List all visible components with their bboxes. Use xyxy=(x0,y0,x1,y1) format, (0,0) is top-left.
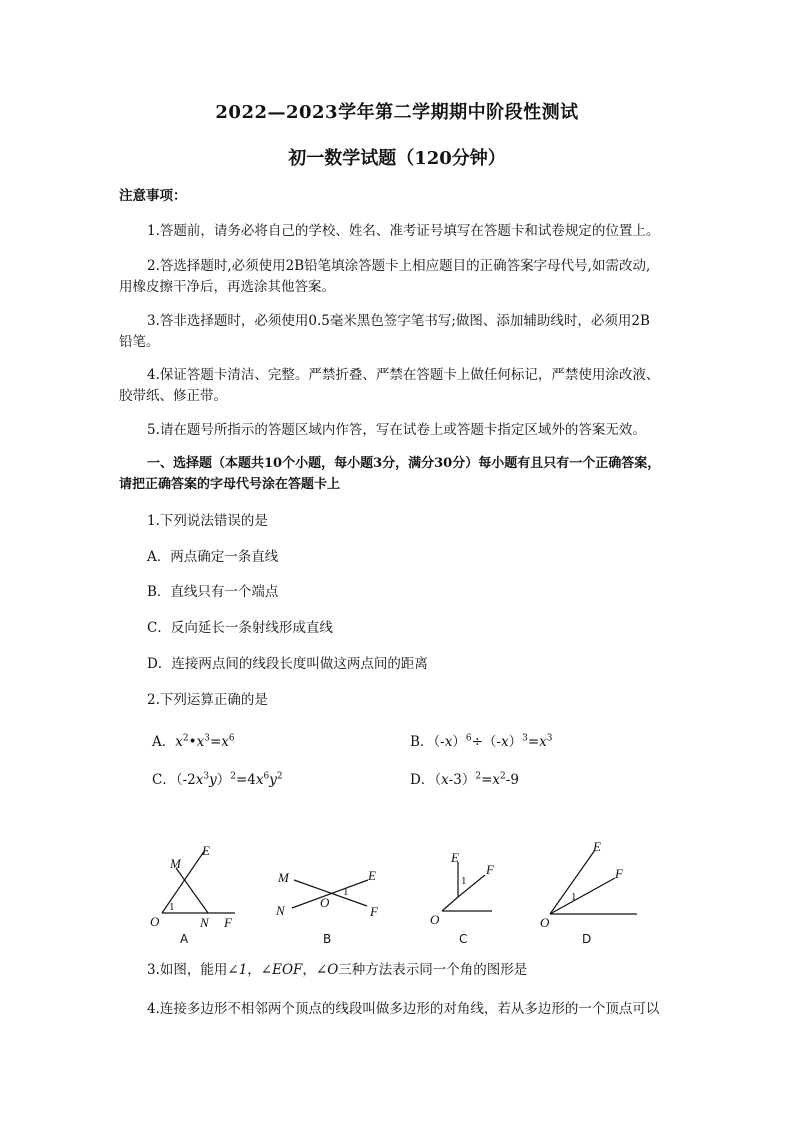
fig-b-angle-1: 1 xyxy=(343,886,349,898)
q1-stem: 1.下列说法错误的是 xyxy=(147,513,268,529)
section-heading: 一、选择题（本题共10个小题，每小题3分，满分30分）每小题有且只有一个正确答案， xyxy=(147,456,661,471)
fig-c-point-o: O xyxy=(430,912,440,927)
fig-d-point-e: E xyxy=(593,839,601,854)
figure-b xyxy=(270,860,390,930)
fig-d-point-o: O xyxy=(540,915,550,930)
q1-option-d: D．连接两点间的线段长度叫做这两点间的距离 xyxy=(147,656,428,672)
figure-a xyxy=(140,838,250,948)
note-3: 3.答非选择题时，必须使用0.5毫米黑色签字笔书写;做图、添加辅助线时，必须用2B xyxy=(147,313,650,329)
fig-d-angle-1: 1 xyxy=(571,891,577,903)
notes-heading: 注意事项： xyxy=(119,188,187,204)
fig-a-point-o: O xyxy=(150,914,160,929)
q2-option-c: C．$(-2x^3y)^2=4x^6y^2$ xyxy=(152,771,283,788)
q3-angle-1: ∠1 xyxy=(227,962,248,978)
q2-option-d: D．$(x-3)^2=x^2-9$ xyxy=(410,771,519,788)
q1-option-b: B．直线只有一个端点 xyxy=(147,584,279,600)
q4-stem: 4.连接多边形不相邻两个顶点的线段叫做多边形的对角线，若从多边形的一个顶点可以 xyxy=(147,1001,660,1017)
fig-a-point-f: F xyxy=(224,915,232,930)
q2-stem: 2.下列运算正确的是 xyxy=(147,692,268,708)
fig-b-point-m: M xyxy=(278,870,289,885)
fig-a-point-n: N xyxy=(200,915,209,930)
figure-c xyxy=(425,840,505,930)
fig-b-point-o: O xyxy=(320,895,330,910)
note-5: 5.请在题号所指示的答题区域内作答，写在试卷上或答题卡指定区域外的答案无效。 xyxy=(147,422,646,438)
fig-b-point-n: N xyxy=(276,903,285,918)
fig-a-point-m: M xyxy=(170,856,181,871)
q1-option-a: A．两点确定一条直线 xyxy=(147,549,279,565)
section-heading-cont: 请把正确答案的字母代号涂在答题卡上 xyxy=(119,477,341,492)
fig-c-point-f: F xyxy=(486,862,494,877)
fig-a-point-e: E xyxy=(202,843,210,858)
figure-a-label: A xyxy=(180,932,189,946)
note-2: 2.答选择题时,必须使用2B铅笔填涂答题卡上相应题目的正确答案字母代号,如需改动, xyxy=(147,258,651,274)
q3-prefix: 3.如图，能用 xyxy=(147,962,228,978)
note-1: 1.答题前，请务必将自己的学校、姓名、准考证号填写在答题卡和试卷规定的位置上。 xyxy=(147,223,660,239)
q3-stem xyxy=(147,958,527,978)
fig-b-point-e: E xyxy=(368,868,376,883)
exam-subtitle: 初一数学试题（120分钟） xyxy=(288,148,506,169)
q3-sep-2: ， xyxy=(302,962,316,978)
note-4: 4.保证答题卡清洁、完整。严禁折叠、严禁在答题卡上做任何标记，严禁使用涂改液、 xyxy=(147,367,660,383)
q2-option-b: B．$(-x)^6\div(-x)^3=x^3$ xyxy=(410,733,553,750)
note-3-cont: 铅笔。 xyxy=(119,334,160,350)
figure-d xyxy=(535,835,645,930)
fig-c-point-e: E xyxy=(451,850,459,865)
q2-option-a: A．$x^2•x^3=x^6$ xyxy=(152,733,235,750)
note-2-cont: 用橡皮擦干净后，再选涂其他答案。 xyxy=(119,279,335,295)
figure-d-label: D xyxy=(582,932,592,946)
figure-b-label: B xyxy=(323,932,332,946)
fig-c-angle-1: 1 xyxy=(461,875,467,887)
note-4-cont: 胶带纸、修正带。 xyxy=(119,388,227,404)
fig-a-angle-1: 1 xyxy=(169,901,175,913)
fig-d-point-f: F xyxy=(615,866,623,881)
fig-b-point-f: F xyxy=(370,904,378,919)
exam-title: 2022—2023学年第二学期期中阶段性测试 xyxy=(215,102,579,123)
q3-sep-1: ， xyxy=(247,962,261,978)
q3-suffix: 三种方法表示同一个角的图形是 xyxy=(338,962,528,978)
figure-c-label: C xyxy=(459,932,468,946)
q1-option-c: C．反向延长一条射线形成直线 xyxy=(147,620,333,636)
q3-angle-eof: ∠EOF xyxy=(260,962,303,978)
q3-angle-o: ∠O xyxy=(315,962,339,978)
